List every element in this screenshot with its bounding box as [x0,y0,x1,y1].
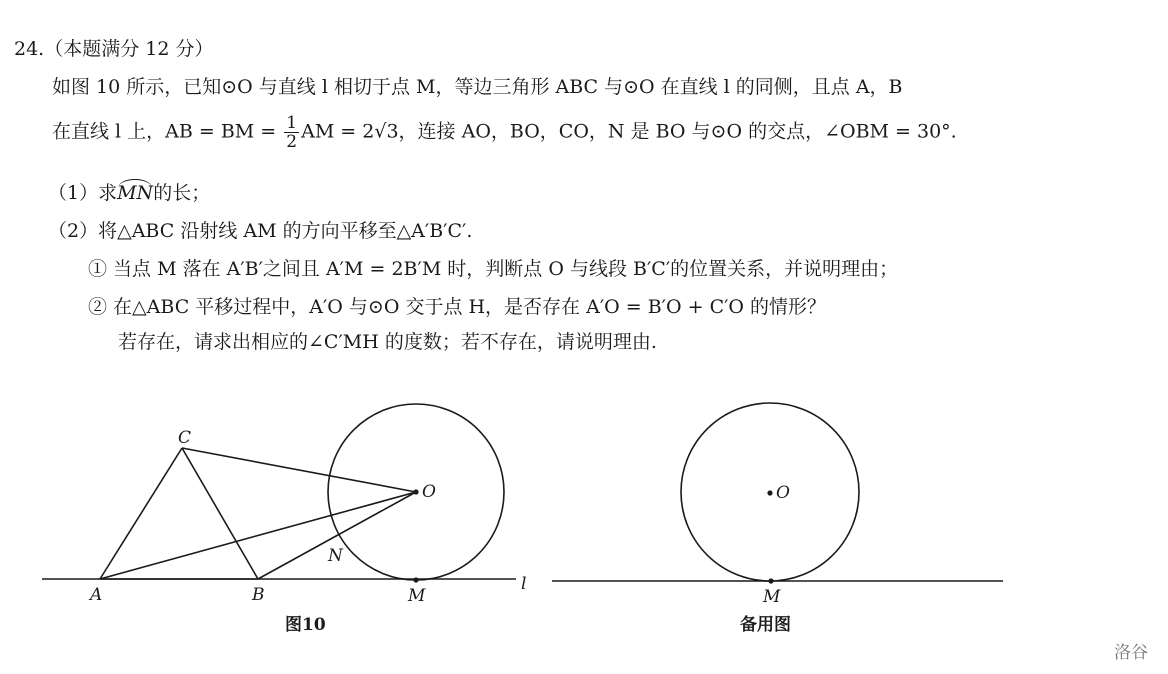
spare-point-m [768,578,773,583]
point-m [413,577,418,582]
line2-pre: 在直线 l 上，AB = BM = [52,120,283,143]
label-b: B [252,585,265,605]
segment-bc [182,448,258,579]
question-2-part-2: ② 在△ABC 平移过程中，A′O 与⊙O 交于点 H，是否存在 A′O = B′O + C′O 的情形？ [88,296,827,318]
fraction-numerator: 1 [286,113,298,133]
question-2-part-1: ① 当点 M 落在 A′B′之间且 A′M = 2B′M 时，判断点 O 与线段 B′C′的位置关系，并说明理由； [88,258,899,280]
caption-spare-figure: 备用图 [740,615,791,635]
problem-line-1: 如图 10 所示，已知⊙O 与直线 l 相切于点 M，等边三角形 ABC 与⊙O 在直线 l 的同侧，且点 A，B [52,76,903,98]
label-a: A [90,585,103,605]
question-2-part-2-cont: 若存在，请求出相应的∠C′MH 的度数；若不存在，请说明理由. [118,331,657,353]
label-c: C [178,428,192,448]
label-m: M [408,586,426,606]
question-2: （2）将△ABC 沿射线 AM 的方向平移至△A′B′C′. [48,220,473,242]
fraction-denominator: 2 [286,132,298,152]
spare-label-m: M [763,587,781,607]
label-o: O [422,482,436,502]
spare-label-o: O [776,483,790,503]
spare-point-o [767,490,772,495]
watermark: 洛谷 [1114,643,1148,663]
figure-10 [42,404,516,580]
q1-pre: （1）求 [48,182,118,204]
label-l: l [521,574,527,594]
q1-post: 的长； [153,182,211,204]
line2-post: AM = 2√3，连接 AO，BO，CO，N 是 BO 与⊙O 的交点，∠OBM = 30°. [301,120,957,143]
problem-header: 24.（本题满分 12 分） [14,38,214,60]
segment-co [182,448,416,492]
arc-mn: MN [117,182,154,204]
point-o [413,489,418,494]
caption-figure-10: 图10 [285,615,326,635]
label-n: N [328,546,343,566]
